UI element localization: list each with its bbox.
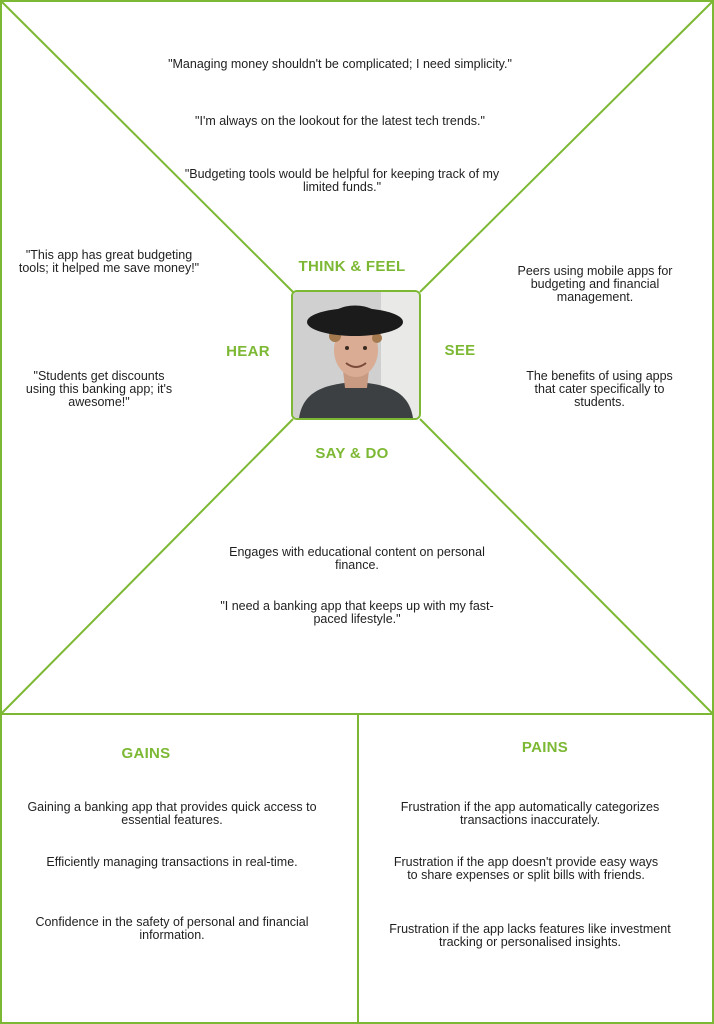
hear-item: "Students get discounts using this banking app; it's awesome!" [25, 369, 173, 409]
think-feel-item: "Managing money shouldn't be complicated; I need simplicity." [168, 57, 512, 71]
gains-item: Gaining a banking app that provides quick access to essential features. [27, 800, 317, 827]
say-do-item: Engages with educational content on personal finance. [229, 545, 485, 572]
pains-heading: PAINS [521, 739, 569, 756]
say-do-item: "I need a banking app that keeps up with my fast-paced lifestyle." [220, 599, 494, 626]
gains-heading: GAINS [121, 745, 171, 762]
think-feel-heading: THINK & FEEL [298, 258, 406, 275]
gains-item: Confidence in the safety of personal and financial information. [35, 915, 309, 942]
think-feel-item: "Budgeting tools would be helpful for keeping track of my limited funds." [184, 167, 500, 194]
pains-item: Frustration if the app lacks features like investment tracking or personalised insights. [389, 922, 671, 949]
hear-item: "This app has great budgeting tools; it helped me save money!" [18, 248, 200, 275]
see-item: The benefits of using apps that cater specifically to students. [526, 369, 673, 409]
persona-photo [291, 290, 421, 420]
gains-item: Efficiently managing transactions in real-time. [46, 855, 298, 869]
diagonal-top-right [420, 1, 713, 292]
say-do-heading: SAY & DO [315, 445, 389, 462]
think-feel-item: "I'm always on the lookout for the latest tech trends." [195, 114, 485, 128]
see-item: Peers using mobile apps for budgeting and financial management. [517, 264, 673, 304]
hear-heading: HEAR [226, 343, 270, 360]
pains-item: Frustration if the app doesn't provide easy ways to share expenses or split bills with friends. [393, 855, 659, 882]
pains-item: Frustration if the app automatically categorizes transactions inaccurately. [400, 800, 660, 827]
see-heading: SEE [444, 342, 476, 359]
